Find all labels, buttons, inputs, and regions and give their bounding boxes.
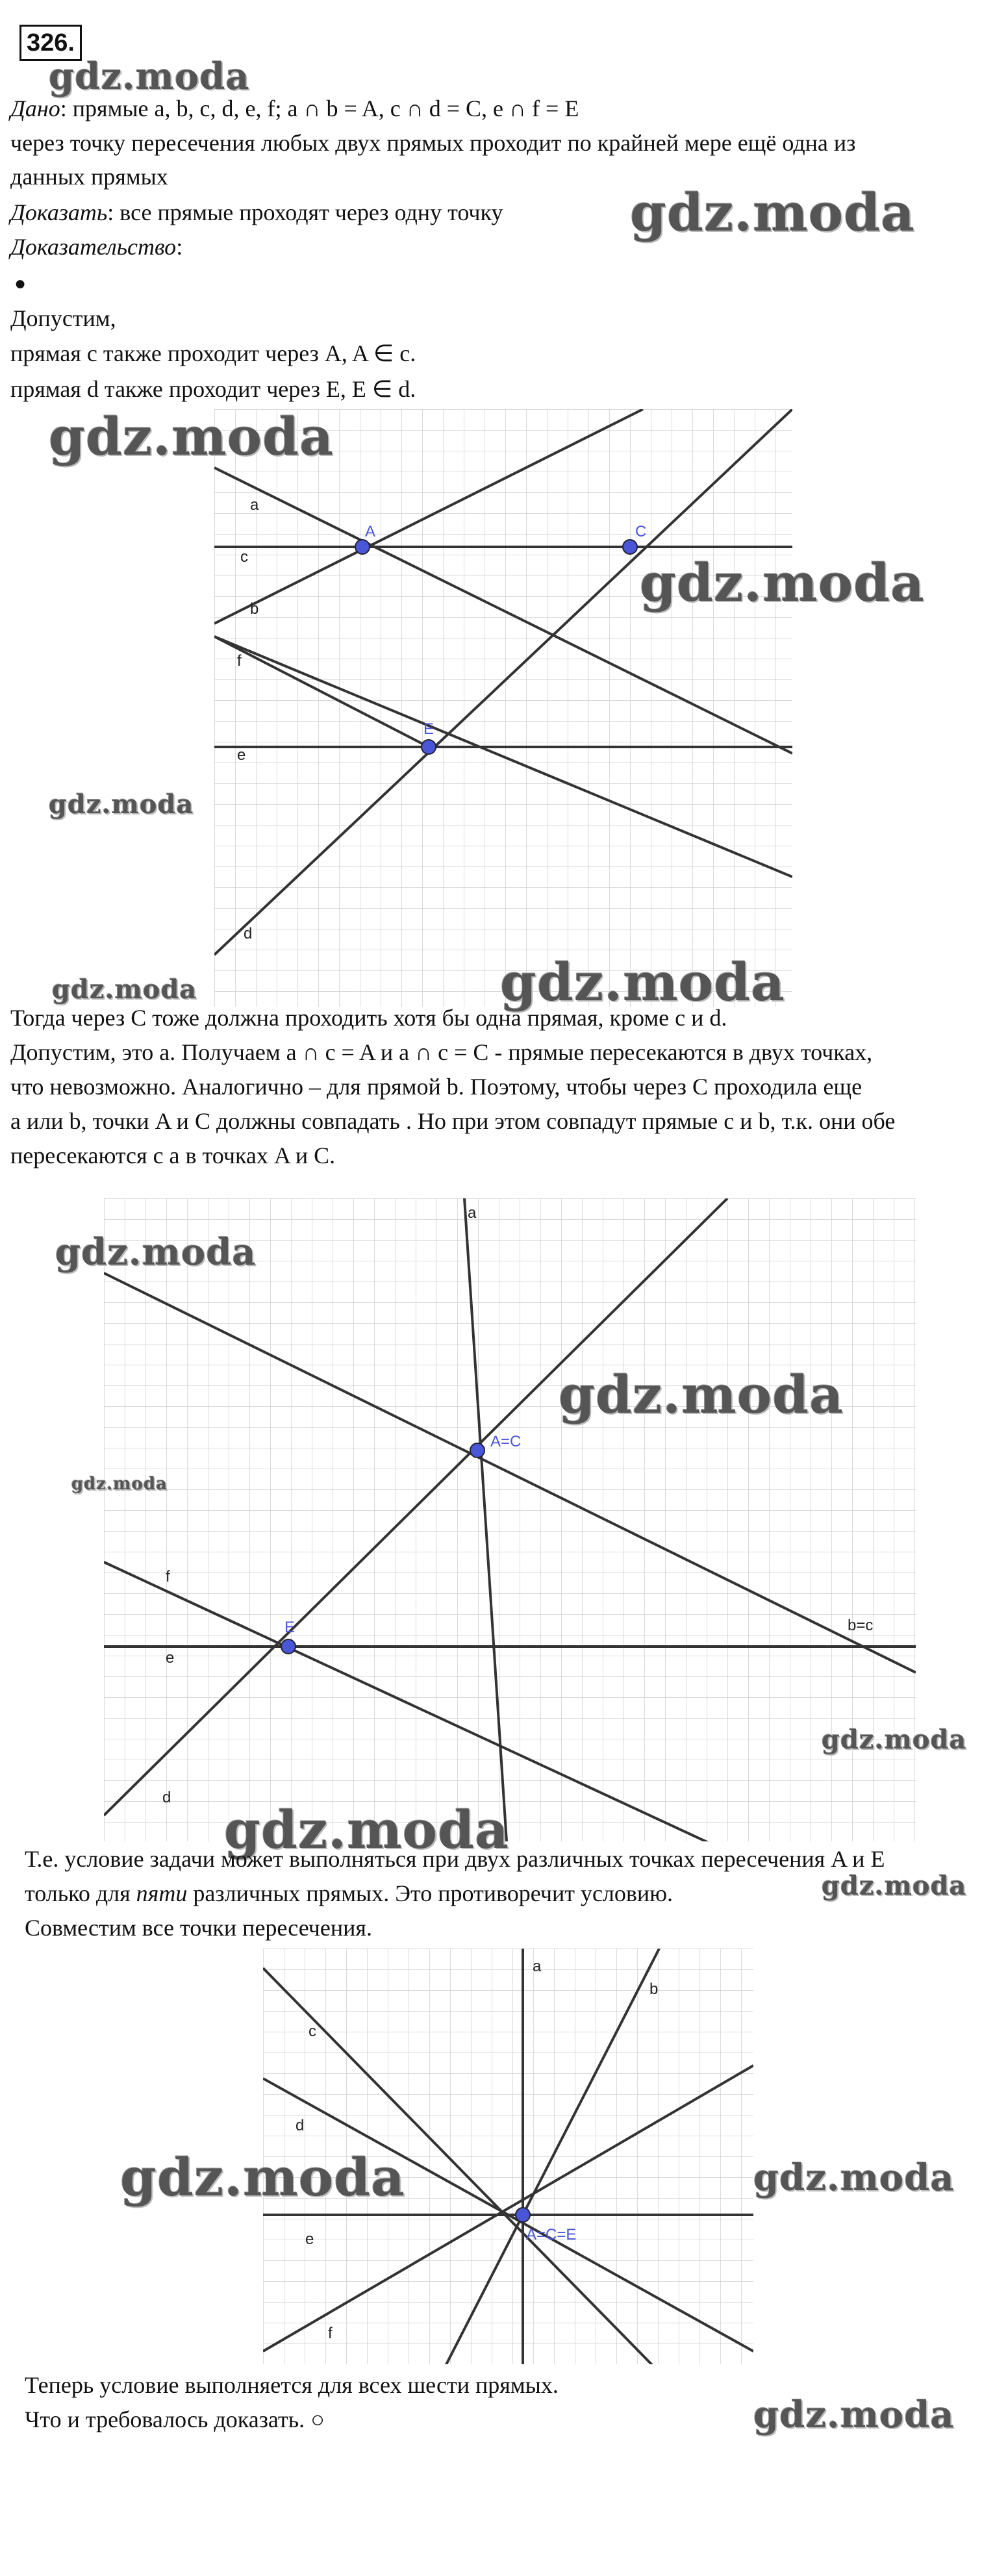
para-13: Что и требовалось доказать. ○ <box>25 2406 325 2432</box>
prove-line <box>10 198 503 227</box>
watermark: gdz.moda <box>822 1871 967 1901</box>
watermark: gdz.moda <box>559 1364 844 1425</box>
problem-number: 326. <box>19 25 82 61</box>
given-cont-1: через точку пересечения любых двух прямых проходит по крайней мере ещё одна из <box>10 130 856 156</box>
bullet: ● <box>14 273 27 294</box>
watermark: gdz.moda <box>500 952 785 1013</box>
watermark: gdz.moda <box>753 2393 955 2436</box>
label-c: c <box>240 548 248 566</box>
para-7: a или b, точки A и C должны совпадать . Но при этом совпадут прямые c и b, т.к. они обе <box>10 1108 896 1134</box>
para-10-start: только для <box>25 1880 136 1906</box>
figure-2 <box>104 1198 916 1841</box>
point-E <box>281 1639 296 1654</box>
label-a: a <box>250 496 259 514</box>
watermark: gdz.moda <box>640 552 925 613</box>
label-AC: A=C <box>490 1433 522 1450</box>
watermark: gdz.moda <box>49 789 194 820</box>
label-c: c <box>309 2023 316 2040</box>
point-A <box>355 540 370 554</box>
watermark: gdz.moda <box>224 1799 509 1860</box>
label-e: e <box>305 2230 314 2248</box>
watermark: gdz.moda <box>52 974 197 1005</box>
watermark: gdz.moda <box>49 406 334 467</box>
para-9: Т.е. условие задачи может выполняться при двух различных точках пересечения A и E <box>25 1846 885 1872</box>
para-3: прямая d также проходит через E, E ∈ d. <box>10 376 416 402</box>
given-cont-2: данных прямых <box>10 164 168 190</box>
label-f: f <box>166 1568 170 1585</box>
para-10-emph: пяти <box>136 1880 188 1906</box>
para-4: Тогда через C тоже должна проходить хотя бы одна прямая, кроме c и d. <box>10 1005 727 1031</box>
label-C: C <box>635 523 647 540</box>
watermark: gdz.moda <box>630 182 915 243</box>
point-AC <box>470 1443 485 1458</box>
watermark: gdz.moda <box>49 55 250 98</box>
watermark: gdz.moda <box>55 1231 257 1274</box>
label-d: d <box>162 1789 171 1806</box>
label-e: e <box>166 1649 175 1667</box>
prove-label: Доказать <box>10 199 108 225</box>
label-a: a <box>533 1958 542 1975</box>
figure-1 <box>214 409 792 1007</box>
label-f: f <box>328 2325 333 2342</box>
para-8: пересекаются с a в точках A и C. <box>10 1143 336 1168</box>
para-5: Допустим, это a. Получаем a ∩ c = A и a ∩ c = C - прямые пересекаются в двух точках, <box>10 1039 873 1065</box>
para-10-end: различных прямых. Это противоречит условию. <box>187 1880 674 1906</box>
label-a: a <box>468 1204 477 1222</box>
proof-colon: : <box>176 234 183 260</box>
label-E: E <box>284 1619 296 1636</box>
given-label: Дано <box>10 95 60 121</box>
label-E: E <box>423 720 435 738</box>
para-1: Допустим, <box>10 305 116 331</box>
proof-label: Доказательство <box>10 234 177 260</box>
proof-line <box>10 233 183 261</box>
label-d: d <box>296 2117 305 2134</box>
para-10 <box>25 1879 673 1908</box>
label-e: e <box>237 746 246 764</box>
para-6: что невозможно. Аналогично – для прямой b. Поэтому, чтобы через C проходила еще <box>10 1074 863 1100</box>
given-line <box>10 94 579 123</box>
label-d: d <box>244 925 253 942</box>
grid <box>104 1198 916 1841</box>
given-text: : прямые a, b, c, d, e, f; a ∩ b = A, c ∩ d = C, e ∩ f = E <box>60 95 579 121</box>
label-b: b <box>649 1980 659 1998</box>
label-ACE: A=C=E <box>526 2226 577 2243</box>
point-C <box>623 540 637 554</box>
watermark: gdz.moda <box>71 1474 168 1494</box>
watermark: gdz.moda <box>753 2156 955 2199</box>
label-bc: b=c <box>848 1617 874 1634</box>
grid <box>214 409 792 1007</box>
point-ACE <box>516 2208 530 2222</box>
para-2: прямая c также проходит через A, A ∈ c. <box>10 340 416 366</box>
watermark: gdz.moda <box>120 2147 405 2208</box>
label-f: f <box>237 652 242 670</box>
point-E <box>422 740 436 754</box>
prove-text: : все прямые проходят через одну точку <box>107 199 503 225</box>
para-11: Совместим все точки пересечения. <box>25 1915 372 1941</box>
label-A: A <box>365 523 376 540</box>
watermark: gdz.moda <box>822 1724 967 1755</box>
para-12: Теперь условие выполняется для всех шести прямых. <box>25 2372 559 2398</box>
label-b: b <box>250 600 259 618</box>
